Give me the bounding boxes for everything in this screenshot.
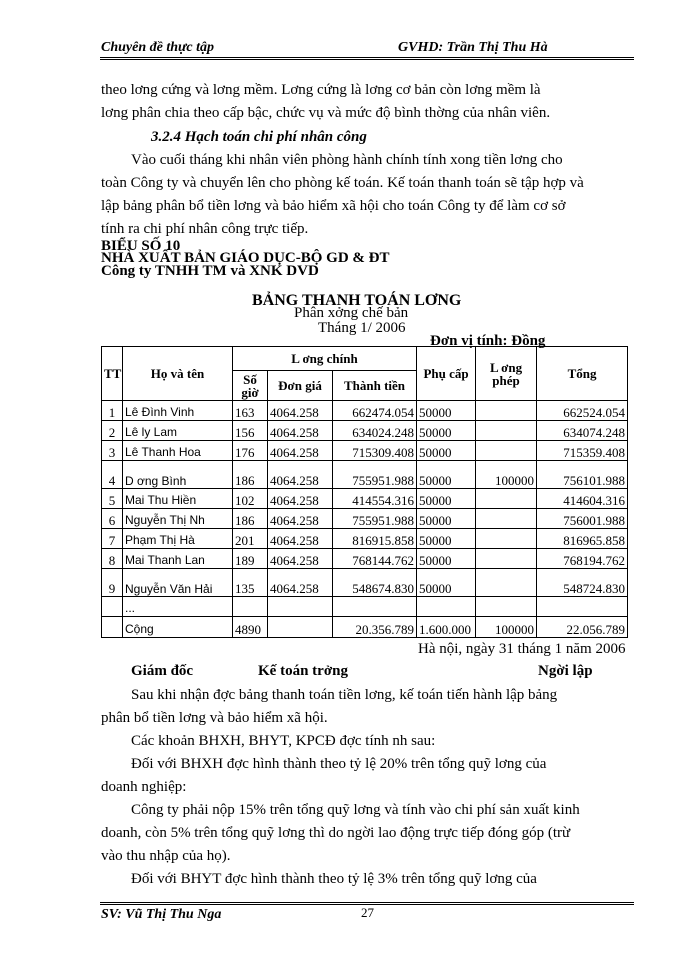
table-row xyxy=(102,569,628,597)
row-price xyxy=(268,597,333,617)
header-rule xyxy=(100,57,634,58)
row-name: Nguyễn Thị Nh xyxy=(123,509,233,529)
row-price: 4064.258 xyxy=(268,569,333,597)
th-amount: Thành tiền xyxy=(333,371,417,401)
th-hours: Số giờ xyxy=(233,371,268,401)
body-line-1: Sau khi nhận đợc bảng thanh toán tiền lơng, kế toán tiến hành lập bảng xyxy=(131,687,558,703)
row-leave xyxy=(476,509,537,529)
row-total: 756101.988 xyxy=(537,461,628,489)
row-leave xyxy=(476,549,537,569)
section-para-2: toàn Công ty và chuyển lên cho phòng kế toán. Kế toán thanh toán sẽ tập hợp và xyxy=(101,175,584,191)
intro-line-2: lơng phân chia theo cấp bậc, chức vụ và mức độ bình thờng của nhân viên. xyxy=(101,105,551,121)
table-subtitle: Phân xởng chế bản xyxy=(294,305,409,321)
row-price: 4064.258 xyxy=(268,421,333,441)
th-name: Họ và tên xyxy=(123,347,233,401)
date-line: Hà nội, ngày 31 tháng 1 năm 2006 xyxy=(418,641,626,657)
row-total: 768194.762 xyxy=(537,549,628,569)
row-hours: 189 xyxy=(233,549,268,569)
table-row xyxy=(102,549,628,569)
row-hours: 201 xyxy=(233,529,268,549)
row-leave xyxy=(476,489,537,509)
row-price: 4064.258 xyxy=(268,461,333,489)
body-line-3: Các khoản BHXH, BHYT, KPCĐ đợc tính nh sau: xyxy=(131,733,436,749)
row-amount: 816915.858 xyxy=(333,529,417,549)
total-label: Cộng xyxy=(123,617,233,638)
total-leave: 100000 xyxy=(476,617,537,638)
row-amount: 755951.988 xyxy=(333,461,417,489)
header-left: Chuyên đề thực tập xyxy=(101,40,215,55)
row-name: Phạm Thị Hà xyxy=(123,529,233,549)
page-number: 27 xyxy=(361,905,374,920)
total-allowance: 1.600.000 xyxy=(417,617,476,638)
table-row xyxy=(102,597,628,617)
body-line-6: Công ty phải nộp 15% trên tổng quỹ lơng và tính vào chi phí sản xuất kinh xyxy=(131,802,580,818)
total-total: 22.056.789 xyxy=(537,617,628,638)
row-name: ... xyxy=(123,597,233,617)
row-leave xyxy=(476,529,537,549)
table-row xyxy=(102,401,628,421)
total-tt xyxy=(102,617,123,638)
row-hours: 156 xyxy=(233,421,268,441)
row-leave xyxy=(476,401,537,421)
row-tt: 8 xyxy=(102,549,123,569)
section-title: Hạch toán chi phí nhân công xyxy=(184,129,367,145)
row-hours: 176 xyxy=(233,441,268,461)
row-price: 4064.258 xyxy=(268,401,333,421)
row-amount: 634024.248 xyxy=(333,421,417,441)
row-leave: 100000 xyxy=(476,461,537,489)
row-leave xyxy=(476,569,537,597)
row-name: Mai Thu Hiền xyxy=(123,489,233,509)
payroll-table xyxy=(101,346,628,638)
row-total xyxy=(537,597,628,617)
row-amount: 755951.988 xyxy=(333,509,417,529)
table-row xyxy=(102,529,628,549)
row-total: 715359.408 xyxy=(537,441,628,461)
row-hours: 186 xyxy=(233,461,268,489)
row-allowance: 50000 xyxy=(417,509,476,529)
row-hours xyxy=(233,597,268,617)
table-month: Tháng 1/ 2006 xyxy=(318,320,406,336)
row-total: 662524.054 xyxy=(537,401,628,421)
row-tt: 2 xyxy=(102,421,123,441)
row-allowance xyxy=(417,597,476,617)
row-allowance: 50000 xyxy=(417,529,476,549)
row-total: 816965.858 xyxy=(537,529,628,549)
row-leave xyxy=(476,441,537,461)
row-amount: 715309.408 xyxy=(333,441,417,461)
section-number: 3.2.4 xyxy=(151,129,181,145)
header-right: GVHD: Trần Thị Thu Hà xyxy=(398,40,548,55)
total-price xyxy=(268,617,333,638)
body-line-4: Đối với BHXH đợc hình thành theo tỷ lệ 20% trên tổng quỹ lơng của xyxy=(131,756,547,772)
table-row xyxy=(102,489,628,509)
table-row xyxy=(102,441,628,461)
intro-line-1: theo lơng cứng và lơng mềm. Lơng cứng là lơng cơ bản còn lơng mềm là xyxy=(101,82,541,98)
row-price: 4064.258 xyxy=(268,529,333,549)
row-amount: 414554.316 xyxy=(333,489,417,509)
sig-preparer: Ngời lập xyxy=(538,663,593,679)
row-allowance: 50000 xyxy=(417,461,476,489)
row-hours: 163 xyxy=(233,401,268,421)
form-publisher: NHÀ XUẤT BẢN GIÁO DỤC-BỘ GD & ĐT xyxy=(101,250,390,266)
th-main-salary: L ơng chính xyxy=(233,347,417,371)
row-tt: 7 xyxy=(102,529,123,549)
row-tt: 9 xyxy=(102,569,123,597)
row-name: D ơng Bình xyxy=(123,461,233,489)
row-name: Lê ly Lam xyxy=(123,421,233,441)
section-para-4: tính ra chi phí nhân công trực tiếp. xyxy=(101,221,309,237)
row-tt xyxy=(102,597,123,617)
section-para-3: lập bảng phân bổ tiền lơng và bảo hiểm xã hội cho toán Công ty để làm cơ sở xyxy=(101,198,566,214)
row-total: 414604.316 xyxy=(537,489,628,509)
body-line-7: doanh, còn 5% trên tổng quỹ lơng thì do ngời lao động trực tiếp đóng góp (trừ xyxy=(101,825,571,841)
row-tt: 3 xyxy=(102,441,123,461)
section-para-1: Vào cuối tháng khi nhân viên phòng hành chính tính xong tiền lơng cho xyxy=(131,152,563,168)
row-price: 4064.258 xyxy=(268,549,333,569)
row-tt: 4 xyxy=(102,461,123,489)
th-unit-price: Đơn giá xyxy=(268,371,333,401)
th-total: Tổng xyxy=(537,347,628,401)
row-price: 4064.258 xyxy=(268,441,333,461)
row-allowance: 50000 xyxy=(417,401,476,421)
row-total: 756001.988 xyxy=(537,509,628,529)
row-amount: 662474.054 xyxy=(333,401,417,421)
footer-rule xyxy=(100,902,634,903)
th-leave: L ơng phép xyxy=(476,347,537,401)
footer-left: SV: Vũ Thị Thu Nga xyxy=(101,907,222,922)
row-allowance: 50000 xyxy=(417,489,476,509)
row-tt: 6 xyxy=(102,509,123,529)
body-line-2: phân bổ tiền lơng và bảo hiểm xã hội. xyxy=(101,710,328,726)
total-amount: 20.356.789 xyxy=(333,617,417,638)
row-amount: 548674.830 xyxy=(333,569,417,597)
section-heading xyxy=(151,126,367,150)
form-code: BIỂU SỐ 10 xyxy=(101,238,181,254)
row-tt: 5 xyxy=(102,489,123,509)
row-allowance: 50000 xyxy=(417,569,476,597)
header-rule-2 xyxy=(100,59,634,60)
body-line-5: doanh nghiệp: xyxy=(101,779,187,795)
row-tt: 1 xyxy=(102,401,123,421)
row-total: 548724.830 xyxy=(537,569,628,597)
form-company: Công ty TNHH TM và XNK DVD xyxy=(101,263,319,279)
total-hours: 4890 xyxy=(233,617,268,638)
row-hours: 102 xyxy=(233,489,268,509)
row-name: Nguyễn Văn Hải xyxy=(123,569,233,597)
row-amount xyxy=(333,597,417,617)
body-line-8: vào thu nhập của họ). xyxy=(101,848,231,864)
th-tt: TT xyxy=(102,347,123,401)
row-leave xyxy=(476,421,537,441)
table-row xyxy=(102,421,628,441)
row-allowance: 50000 xyxy=(417,421,476,441)
row-total: 634074.248 xyxy=(537,421,628,441)
th-allowance: Phụ cấp xyxy=(417,347,476,401)
sig-director: Giám đốc xyxy=(131,663,194,679)
row-name: Lê Thanh Hoa xyxy=(123,441,233,461)
body-line-9: Đối với BHYT đợc hình thành theo tỷ lệ 3% trên tổng quỹ lơng của xyxy=(131,871,537,887)
table-row xyxy=(102,461,628,489)
row-hours: 135 xyxy=(233,569,268,597)
row-allowance: 50000 xyxy=(417,441,476,461)
table-row xyxy=(102,509,628,529)
sig-accountant: Kế toán trởng xyxy=(258,663,348,679)
row-name: Lê Đình Vinh xyxy=(123,401,233,421)
row-price: 4064.258 xyxy=(268,489,333,509)
table-unit: Đơn vị tính: Đồng xyxy=(430,333,546,349)
row-allowance: 50000 xyxy=(417,549,476,569)
row-hours: 186 xyxy=(233,509,268,529)
row-price: 4064.258 xyxy=(268,509,333,529)
row-amount: 768144.762 xyxy=(333,549,417,569)
table-title: BẢNG THANH TOÁN LƠNG xyxy=(252,292,462,309)
row-leave xyxy=(476,597,537,617)
row-name: Mai Thanh Lan xyxy=(123,549,233,569)
